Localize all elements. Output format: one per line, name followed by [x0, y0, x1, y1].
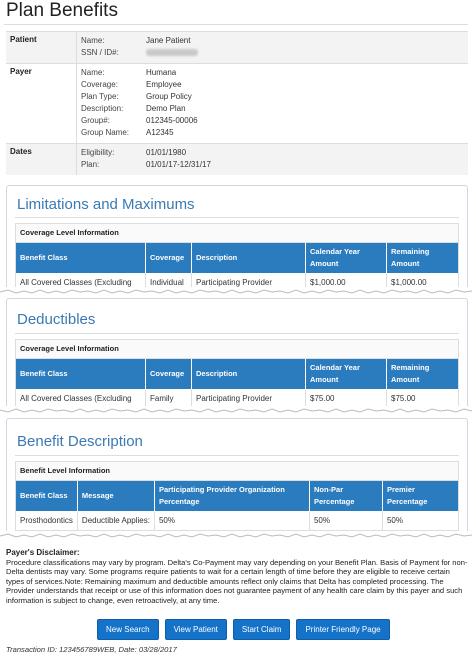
deductibles-panel: [6, 298, 468, 412]
benefit-table-box: [15, 461, 459, 531]
table-cell: All Covered Classes (Excluding: [16, 273, 146, 291]
column-header: Message: [77, 481, 154, 511]
table-caption: Coverage Level Information: [16, 224, 458, 243]
column-header: Remaining Amount: [387, 243, 459, 273]
transaction-date: 03/28/2017: [138, 645, 177, 654]
benefit-heading: Benefit Description: [17, 433, 143, 450]
payer-details: [77, 64, 469, 144]
divider: [15, 455, 459, 456]
table-cell: $1,000.00: [391, 278, 427, 287]
benefit-panel: [6, 418, 468, 537]
field-label: Description:: [81, 104, 124, 113]
field-value: 01/01/17-12/31/17: [146, 160, 211, 169]
payer-row: [81, 127, 464, 139]
column-header: Description: [192, 359, 306, 389]
field-label: Name:: [81, 68, 105, 77]
limitations-heading: Limitations and Maximums: [17, 196, 195, 213]
field-value: 012345-00006: [146, 116, 198, 125]
column-header: Calendar Year Amount: [306, 243, 387, 273]
table-cell: Individual: [146, 273, 192, 291]
dates-details: [77, 144, 469, 176]
torn-edge: [0, 531, 472, 541]
table-cell: Deductible Applies:: [77, 511, 154, 530]
field-label: Plan:: [81, 160, 100, 169]
column-header: Description: [192, 243, 306, 273]
new-search-button[interactable]: New Search: [97, 619, 159, 640]
limitations-table-box: [15, 223, 459, 291]
table-row: [16, 511, 458, 530]
column-header: Calendar Year Amount: [306, 359, 387, 389]
field-label: Name:: [81, 36, 105, 45]
field-label: SSN / ID#:: [81, 48, 119, 57]
field-value: A12345: [146, 128, 174, 137]
redacted-value: [146, 49, 198, 56]
dates-row: [81, 159, 464, 171]
patient-details: [77, 32, 469, 64]
title-divider: [4, 24, 468, 25]
patient-label: Patient: [6, 32, 77, 64]
field-value: Employee: [146, 80, 182, 89]
limitations-table: [16, 243, 458, 291]
deductibles-table-box: [15, 339, 459, 409]
table-cell: $75.00: [391, 394, 416, 403]
payer-label: Payer: [6, 64, 77, 144]
patient-id-row: [81, 47, 464, 59]
field-value: Group Policy: [146, 92, 192, 101]
patient-section: [6, 32, 468, 64]
payer-row: [81, 79, 464, 91]
column-header: Coverage: [146, 243, 192, 273]
action-bar: [97, 619, 390, 640]
payer-row: [81, 103, 464, 115]
payer-row: [81, 115, 464, 127]
benefit-table: [16, 481, 458, 530]
transaction-label: Transaction ID: 123456789WEB, Date:: [6, 645, 137, 654]
deductibles-heading: Deductibles: [17, 311, 96, 328]
transaction-info: [6, 645, 177, 654]
column-header: Benefit Class: [16, 481, 77, 511]
payer-row: [81, 91, 464, 103]
field-label: Eligibility:: [81, 148, 115, 157]
limitations-panel: [6, 185, 468, 291]
field-label: Plan Type:: [81, 92, 119, 101]
patient-name-value: Jane Patient: [146, 36, 191, 45]
torn-edge: [0, 287, 472, 297]
torn-edge: [0, 406, 472, 416]
table-cell: $1,000.00: [306, 273, 387, 291]
table-cell: Participating Provider: [192, 389, 306, 408]
column-header: Benefit Class: [16, 359, 146, 389]
disclaimer-text: Procedure classifications may vary by program. Delta's Co-Payment may vary depending on your Benefit Plan. Basis of Payment for non-Delta dentists may vary. Some programs require patients to wait for a certain length of time before they are eligible to receive certain types of services.Note: Remaining maximum and deductible amounts reflect only claims that Delta has completed processing. The Provider understands that receipt or use of this information does not guarantee payment of any health care claim by this payer and such information is subject to change, even retroactively, at any time.: [6, 557, 468, 605]
table-cell: 50%: [386, 516, 403, 525]
start-claim-button[interactable]: Start Claim: [233, 619, 291, 640]
dates-row: [81, 147, 464, 159]
field-value: Humana: [146, 68, 177, 77]
patient-id-value: [146, 47, 198, 59]
table-cell: Family: [146, 389, 192, 408]
field-label: Group#:: [81, 116, 110, 125]
plan-summary-table: [6, 31, 468, 175]
table-caption: Coverage Level Information: [16, 340, 458, 359]
column-header: Benefit Class: [16, 243, 146, 273]
field-value: 01/01/1980: [146, 148, 187, 157]
field-label: Coverage:: [81, 80, 118, 89]
table-caption: Benefit Level Information: [16, 462, 458, 481]
payer-row: [81, 67, 464, 79]
payer-disclaimer: [6, 548, 468, 606]
table-cell: Participating Provider: [192, 273, 306, 291]
column-header: Coverage: [146, 359, 192, 389]
disclaimer-title: Payer's Disclaimer:: [6, 548, 80, 557]
dates-section: [6, 144, 468, 176]
dates-label: Dates: [6, 144, 77, 176]
payer-section: [6, 64, 468, 144]
printer-friendly-button[interactable]: Printer Friendly Page: [296, 619, 389, 640]
table-cell: Prosthodontics: [16, 511, 77, 530]
field-label: Group Name:: [81, 128, 130, 137]
table-cell: $75.00: [306, 389, 387, 408]
column-header: Premier Percentage: [382, 481, 458, 511]
table-cell: 50%: [154, 511, 309, 530]
deductibles-table: [16, 359, 458, 408]
field-value: Demo Plan: [146, 104, 186, 113]
divider: [15, 333, 459, 334]
table-cell: 50%: [309, 511, 382, 530]
column-header: Participating Provider Organization Percentage: [154, 481, 309, 511]
table-cell: All Covered Classes (Excluding: [16, 389, 146, 408]
column-header: Non-Par Percentage: [309, 481, 382, 511]
column-header: Remaining Amount: [387, 359, 459, 389]
page-title: Plan Benefits: [6, 0, 118, 21]
view-patient-button[interactable]: View Patient: [165, 619, 227, 640]
divider: [15, 217, 459, 218]
patient-name-row: [81, 35, 464, 47]
